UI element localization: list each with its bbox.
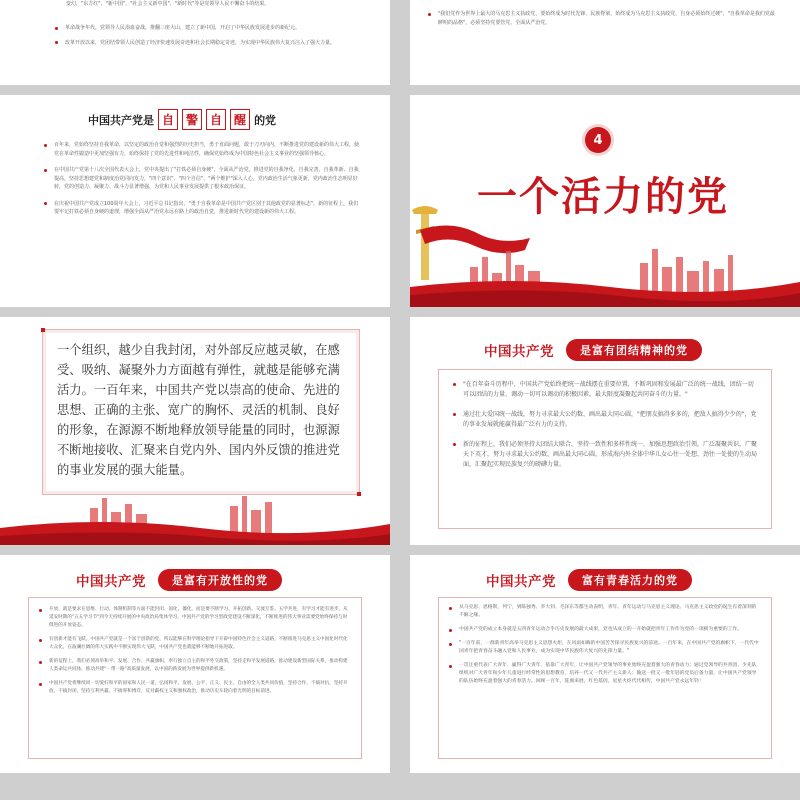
- list-item: 中国共产党将继续同一切爱好和平的国家和人民一道，弘扬和平、发展、公平、正义、民主、自由的全人类共同价值，坚持合作、不搞对抗，坚持开放、不搞封闭，坚持互利共赢、不搞零和博弈，反对霸权主义和强权政治，推动历史车轮向着光明的目标前进。: [39, 680, 351, 696]
- list-item: 在中国共产党第十八次全国代表大会上，党中央提出了"打铁必须自身硬"，全面从严治党，推进党的自我净化、自我完善、自我革新、自我提高，坚持思想建党和制度治党同向发力，"四个意识"、"四个自信"、"两个维护"深入人心，党内政治生活气象更新，党内政治生态明显好转，党的创造力、凝聚力、战斗力显著增强，为党和人民事业发展提供了根本政治保证。: [44, 166, 362, 192]
- list-item: "在百年奋斗历程中，中国共产党始终把统一战线摆在重要位置，不断巩固和发展最广泛的统一战线，团结一切可以团结的力量、调动一切可以调动的积极因素，最大限度凝聚起共同奋斗的力量。": [453, 380, 757, 400]
- list-item: 开放，就是要求在思维、行动、体制机制等方面不能封闭、固化、僵化，而是要不断学习、开拓创新、交流互鉴。五学共进，有学习才能有进步，从延安时期的"五五学习节"到今天持续开展的中央政治局集体学习，中国共产党的学习型政党建设不断深化，不断推进的伟大事业需要党始终保持与时俱进的开放姿态。: [39, 606, 351, 630]
- slide-3-title: [88, 109, 276, 130]
- list-item: 改革开放以来，党团结带领人民创造了经济快速发展奇迹和社会长期稳定奇迹，为实现中华民族伟大复兴注入了强大力量。: [55, 39, 365, 48]
- list-item: 新的征程上，我们必须坚持大团结大联合，坚持一致性和多样性统一，加强思想政治引领，广泛凝聚共识，广聚天下英才，努力寻求最大公约数、画出最大同心圆，形成海内外全体中华儿女心往一处想、劲往一处使的生动局面，汇聚起实现民族复兴的磅礴力量。: [453, 440, 757, 470]
- char-box: 自: [158, 109, 178, 130]
- slide-6[interactable]: [410, 317, 800, 545]
- slide-6-heading: 中国共产党: [484, 344, 554, 360]
- char-box: 警: [182, 109, 202, 130]
- slide-2[interactable]: [410, 0, 800, 85]
- list-item: 有创新才能有飞跃。中国共产党就是一个富于创新的党，所以能够在科学理论指导下开辟中国特色社会主义道路，不断推进马克思主义中国化时代化大众化，在波澜壮阔的伟大实践中不断实现伟大飞跃，中国共产党也就能够不断地开拓进取。: [39, 636, 351, 652]
- slide-5[interactable]: [0, 317, 390, 545]
- list-item: 革命战争年代，党领导人民浴血奋战，推翻三座大山，建立了新中国，开启了中华民族发展进步的新纪元。: [55, 24, 365, 33]
- content-box: [438, 369, 772, 529]
- list-item: "一百年前，一群新青年高举马克思主义思想火炬，在风雨如晦的中国苦苦探寻民族复兴的前途。一百年来，在中国共产党的旗帜下，一代代中国青年把青春奋斗融入党和人民事业，成为实现中华民族伟大复兴的先锋力量。": [449, 640, 761, 656]
- slide-1[interactable]: [0, 0, 390, 85]
- list-item: 新的征程上，我们必须高举和平、发展、合作、共赢旗帜，奉行独立自主的和平外交政策，坚持走和平发展道路，推动建设新型国际关系，推动构建人类命运共同体，推动共建"一带一路"高质量发展，以中国的新发展为世界提供新机遇。: [39, 658, 351, 674]
- section-title: 一个活力的党: [477, 174, 729, 220]
- slide-3[interactable]: [0, 95, 390, 307]
- list-item: 通过壮大爱国统一战线，努力寻求最大公约数、画出最大同心圆，"把朋友搞得多多的，把敌人搞得少少的"，党的事业发展就能赢得最广泛有力的支持。: [453, 410, 757, 430]
- section-number-badge: [585, 127, 611, 153]
- slide-6-pill: 是富有团结精神的党: [566, 339, 702, 361]
- slide-8-pill: 富有青春活力的党: [568, 569, 692, 591]
- list-item: 中国共产党的成立本身就是五四青年运动合乎历史发展的最大成果，党也从成立的一开始就把青年工作作为党的一项极为重要的工作。: [449, 626, 761, 634]
- city-skyline-icon: [0, 490, 390, 545]
- city-skyline-icon: [410, 237, 800, 307]
- slide-7[interactable]: [0, 555, 390, 773]
- slide-7-heading: 中国共产党: [76, 574, 146, 590]
- list-item: 一贯注重代表广大青年、赢得广大青年、依靠广大青年，让中国共产党领导的事业始终充盈着强大的青春动力；通过党领导的共青团、少先队组织对广大青年和少年儿童进行经常性的思想教育，培养一代又一代共产主义新人；输送一批又一批年轻的党员后备力量，让中国共产党领导的队伍始终充盈着强大的青春活力。回顾一百年，旌旗来展，红色基因，星星火炬代代相传，中国共产党永远年轻！: [449, 662, 761, 686]
- slide-4[interactable]: [410, 95, 800, 307]
- list-item: 在庆祝中国共产党成立100周年大会上，习近平总书记指出，"勇于自我革命是中国共产党区别于其他政党的显著标志"，新的征程上，我们要牢记打铁必须自身硬的道理，增强全面从严治党永远在路上的政治自觉，推进新时代党的建设新的伟大工程。: [44, 200, 362, 217]
- slide-8-heading: 中国共产党: [486, 574, 556, 590]
- title-suffix: 的党: [254, 113, 277, 127]
- slide-7-pill: 是富有开放性的党: [158, 569, 282, 591]
- char-box: 自: [206, 109, 226, 130]
- section-number: 4: [593, 132, 603, 148]
- slide-1-top-line: 变幻，"东方红"、"新中国"、"社会主义新中国"、"新时代"等是党领导人民不懈奋斗的结果。: [66, 1, 270, 7]
- quote-box: [42, 329, 360, 495]
- char-box: 醒: [230, 109, 250, 130]
- list-item: 从马克思、恩格斯，列宁，到陈独秀、李大钊、毛泽东等都生动表明，青年、青年运动与马克思主义理论、马克思主义政党的诞生有着深刻的不解之缘。: [449, 604, 761, 620]
- title-prefix: 中国共产党是: [88, 113, 154, 127]
- content-box: [28, 597, 362, 759]
- list-item: "我们党作为世界上最大的马克思主义执政党，要始终成为时代先锋、民族脊梁，始终成为马克思主义执政党，自身必须始终过硬"，"自我革命是我们党最鲜明的品格"，必须坚持党要管党、全面从严治党。: [428, 10, 778, 27]
- content-box: [438, 597, 772, 759]
- slide-8[interactable]: [410, 555, 800, 773]
- list-item: 百年来，党始终坚持自我革命，以坚定的政治自觉和强烈的历史担当，勇于直面问题，敢于刀刃向内，不断推进党的建设新的伟大工程，使党在革命性锻造中更加坚强有力，始终保持了党的先进性和纯洁性，确保党始终成为中国特色社会主义事业的坚强领导核心。: [44, 141, 362, 158]
- quote-text: 一个组织，越少自我封闭，对外部反应越灵敏，在感受、吸纳、凝聚外力方面越有弹性，就越是能够充满活力。一百年来，中国共产党以崇高的使命、先进的思想、正确的主张、宽广的胸怀、灵活的机制、良好的形象，在源源不断地释放领导能量的同时，也源源不断地接收、汇聚来自党内外、国内外反馈的推进党的事业发展的强大能量。: [57, 343, 340, 477]
